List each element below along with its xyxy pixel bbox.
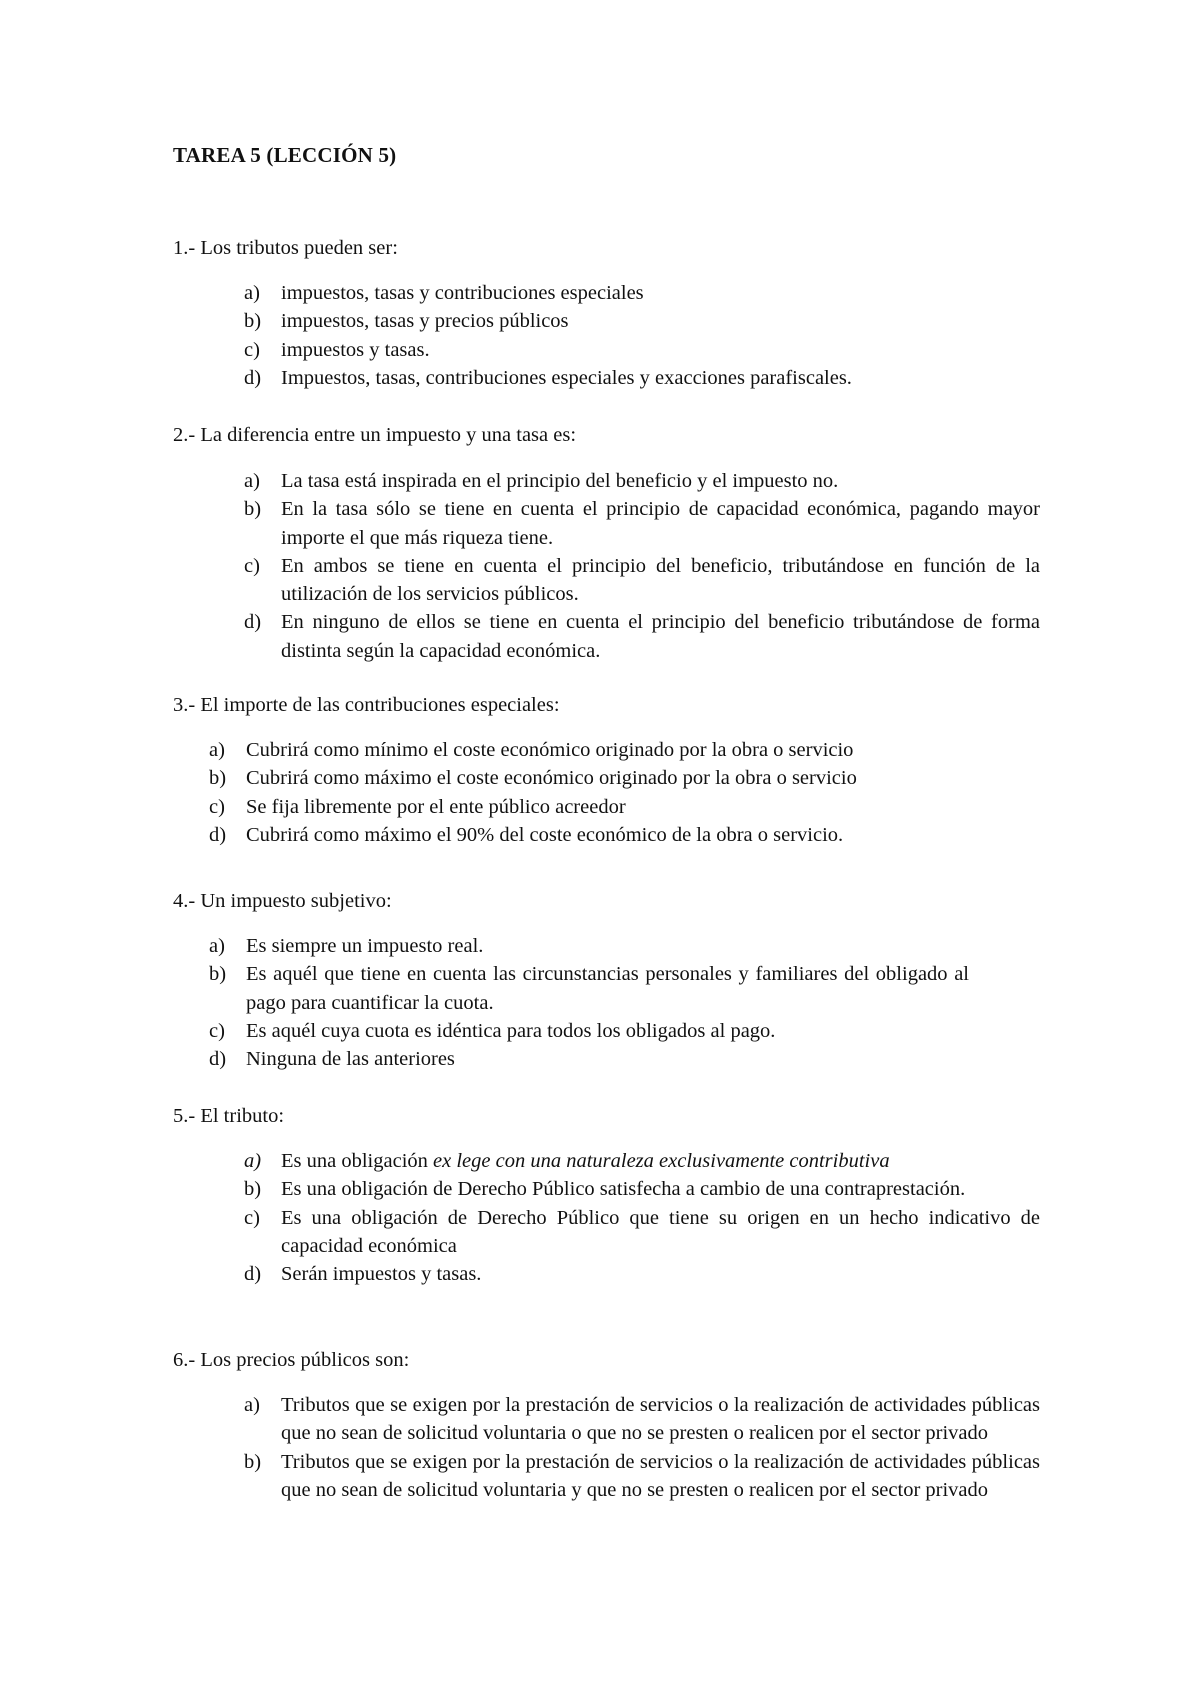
option-letter: b)	[244, 1178, 262, 1201]
option-4c	[209, 1017, 969, 1045]
option-letter: c)	[209, 795, 225, 818]
option-2d	[244, 608, 1040, 665]
option-text: En ambos se tiene en cuenta el principio del beneficio, tributándose en función de la utilización de los servicios públicos.	[281, 554, 1040, 606]
question-1-options	[244, 279, 1040, 392]
option-6a	[244, 1391, 1040, 1448]
option-letter: a)	[209, 739, 225, 761]
option-text: Es una obligación	[281, 1150, 434, 1172]
option-letter: b)	[209, 963, 227, 986]
option-letter: a)	[244, 1150, 262, 1172]
option-1d	[244, 364, 1040, 392]
option-text: Es aquél cuya cuota es idéntica para todos los obligados al pago.	[246, 1019, 776, 1042]
option-text: Se fija libremente por el ente público acreedor	[246, 795, 626, 818]
option-letter: b)	[244, 498, 262, 521]
option-text: La tasa está inspirada en el principio del beneficio y el impuesto no.	[281, 470, 839, 492]
option-text: En la tasa sólo se tiene en cuenta el principio de capacidad económica, pagando mayor importe el que más riqueza tiene.	[281, 498, 1040, 549]
question-5-options	[244, 1147, 1040, 1288]
option-letter: d)	[244, 611, 262, 634]
option-text: Es siempre un impuesto real.	[246, 935, 484, 957]
option-text: Serán impuestos y tasas.	[281, 1263, 482, 1286]
option-text: Tributos que se exigen por la prestación de servicios o la realización de actividades públicas que no sean de solicitud voluntaria o que no se presten o realicen por el sector privado	[281, 1394, 1040, 1445]
option-text: Cubrirá como máximo el coste económico originado por la obra o servicio	[246, 767, 857, 790]
option-3c	[209, 793, 969, 821]
question-3-options	[209, 736, 969, 849]
option-text: Es una obligación de Derecho Público satisfecha a cambio de una contraprestación.	[281, 1178, 966, 1201]
question-2: 2.- La diferencia entre un impuesto y una tasa es:	[173, 424, 577, 446]
option-text: Tributos que se exigen por la prestación de servicios o la realización de actividades públicas que no sean de solicitud voluntaria y que no se presten o realicen por el sector privado	[281, 1450, 1040, 1501]
option-text: impuestos, tasas y precios públicos	[281, 310, 569, 333]
question-2-options	[244, 467, 1040, 665]
option-letter: c)	[209, 1019, 225, 1042]
option-text: Es una obligación de Derecho Público que tiene su origen en un hecho indicativo de capacidad económica	[281, 1206, 1040, 1257]
option-4b	[209, 960, 969, 1017]
option-4a	[209, 932, 969, 960]
option-letter: d)	[209, 823, 227, 846]
question-4: 4.- Un impuesto subjetivo:	[173, 890, 392, 912]
question-4-options	[209, 932, 969, 1073]
option-1b	[244, 307, 1040, 335]
option-text: Cubrirá como máximo el 90% del coste económico de la obra o servicio.	[246, 823, 844, 846]
option-letter: d)	[244, 1263, 262, 1286]
question-6-options	[244, 1391, 1040, 1504]
option-letter: a)	[209, 935, 225, 957]
option-5c	[244, 1204, 1040, 1261]
option-2b	[244, 495, 1040, 552]
option-letter: b)	[244, 1450, 262, 1473]
option-letter: b)	[244, 310, 262, 333]
option-5d	[244, 1260, 1040, 1288]
option-5b	[244, 1175, 1040, 1203]
option-letter: b)	[209, 767, 227, 790]
option-text: impuestos, tasas y contribuciones especiales	[281, 282, 644, 304]
option-text-italic: ex lege con una naturaleza exclusivamente contributiva	[433, 1150, 890, 1172]
option-letter: c)	[244, 554, 260, 577]
option-letter: a)	[244, 470, 260, 492]
question-3: 3.- El importe de las contribuciones especiales:	[173, 694, 560, 716]
option-text: Cubrirá como mínimo el coste económico originado por la obra o servicio	[246, 739, 854, 761]
option-4d	[209, 1045, 969, 1073]
option-text: Ninguna de las anteriores	[246, 1048, 455, 1071]
option-letter: c)	[244, 338, 260, 361]
option-letter: a)	[244, 282, 260, 304]
option-2a	[244, 467, 1040, 495]
question-6: 6.- Los precios públicos son:	[173, 1349, 410, 1371]
option-3a	[209, 736, 969, 764]
option-text: En ninguno de ellos se tiene en cuenta el principio del beneficio tributándose de forma distinta según la capacidad económica.	[281, 611, 1040, 662]
option-6b	[244, 1448, 1040, 1505]
document-title: TAREA 5 (LECCIÓN 5)	[173, 143, 397, 167]
option-1a	[244, 279, 1040, 307]
option-3d	[209, 821, 969, 849]
option-text: Es aquél que tiene en cuenta las circunstancias personales y familiares del obligado al pago para cuantificar la cuota.	[246, 963, 969, 1014]
option-letter: a)	[244, 1394, 260, 1416]
option-5a	[244, 1147, 1040, 1175]
option-text: Impuestos, tasas, contribuciones especiales y exacciones parafiscales.	[281, 366, 852, 389]
option-2c	[244, 552, 1040, 609]
question-1: 1.- Los tributos pueden ser:	[173, 237, 398, 259]
option-1c	[244, 336, 1040, 364]
option-letter: c)	[244, 1206, 260, 1229]
question-5: 5.- El tributo:	[173, 1105, 285, 1127]
option-3b	[209, 764, 969, 792]
option-letter: d)	[244, 366, 262, 389]
option-text: impuestos y tasas.	[281, 338, 430, 361]
option-letter: d)	[209, 1048, 227, 1071]
